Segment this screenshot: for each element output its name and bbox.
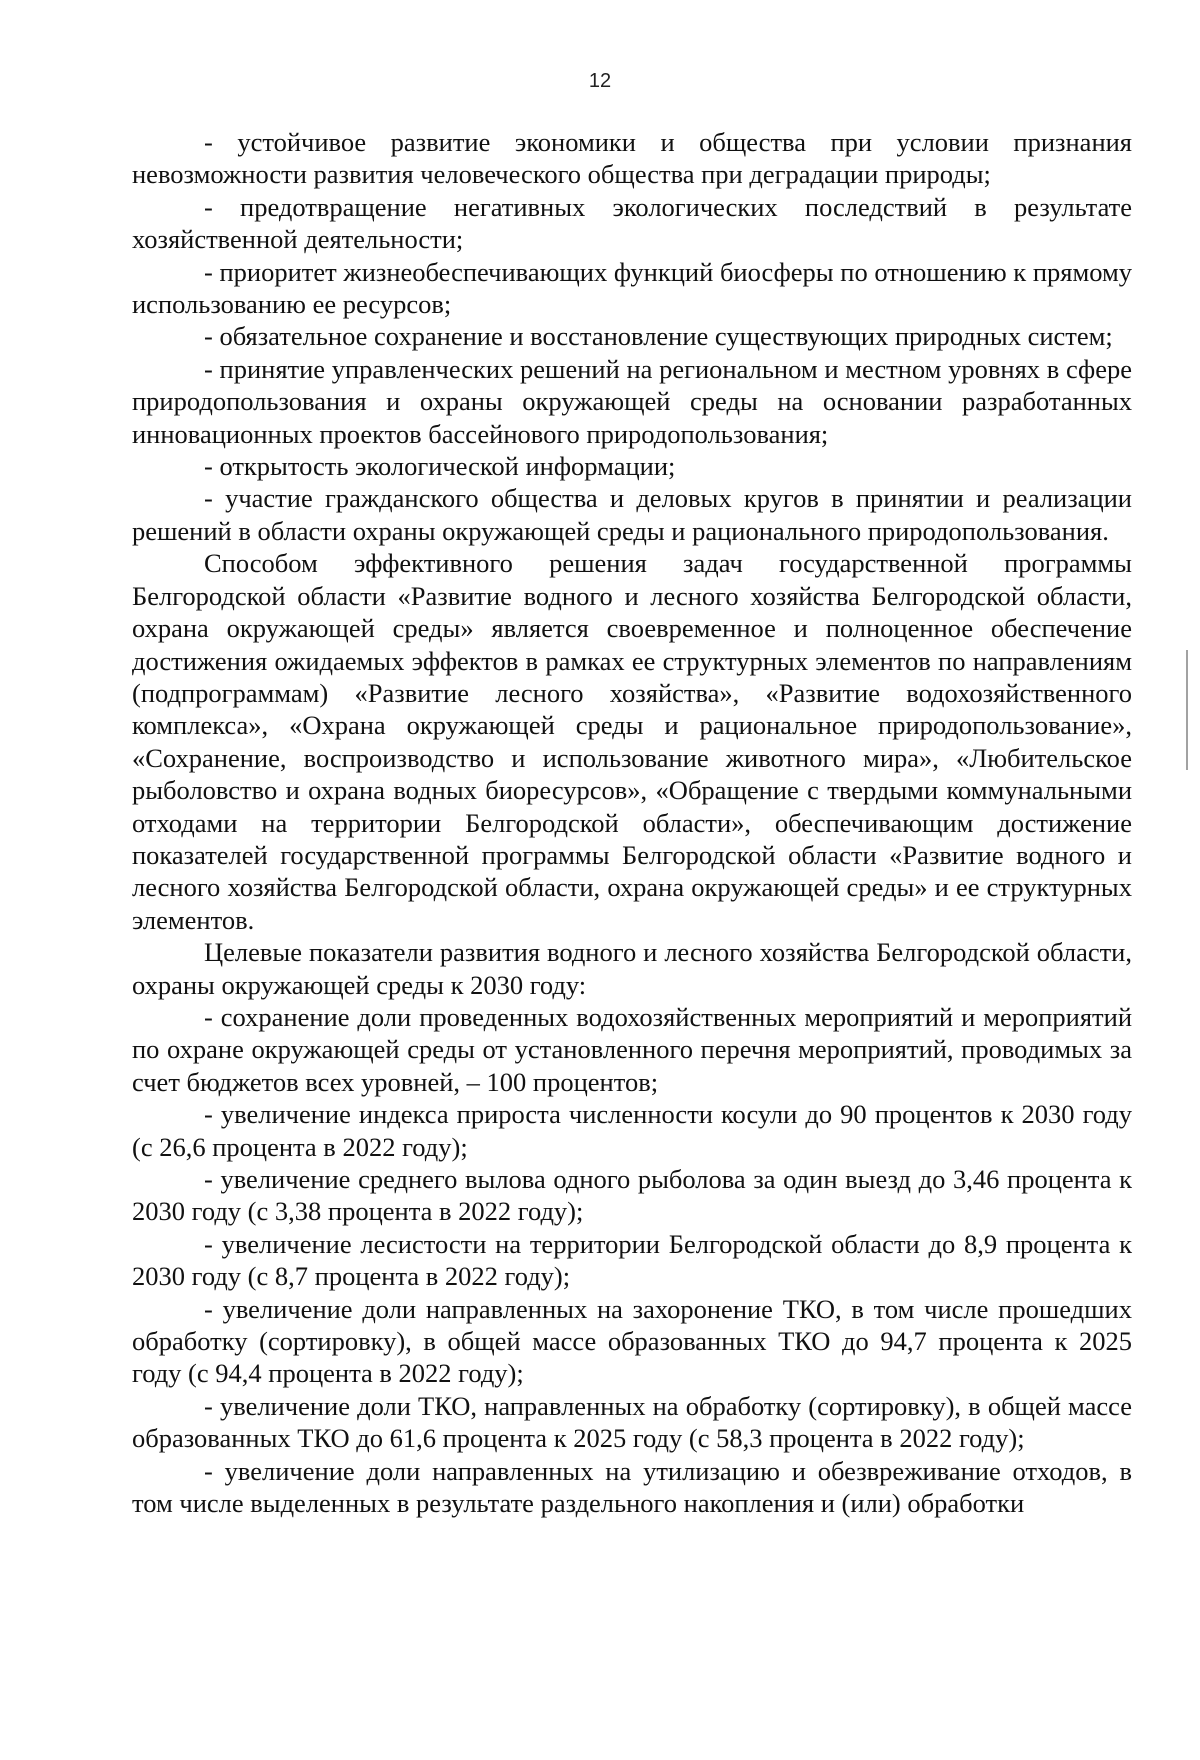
scan-artifact: [1186, 650, 1188, 770]
paragraph: - сохранение доли проведенных водохозяйственных мероприятий и мероприятий по охране окружающей среды от установленного перечня мероприятий, проводимых за счет бюджетов всех уровней, – 100 процентов;: [132, 1001, 1132, 1097]
paragraph: - увеличение лесистости на территории Белгородской области до 8,9 процента к 2030 году (с 8,7 процента в 2022 году);: [132, 1228, 1132, 1292]
paragraph: - открытость экологической информации;: [204, 451, 676, 482]
page-number: 12: [588, 70, 612, 92]
paragraph: - увеличение доли ТКО, направленных на обработку (сортировку), в общей массе образованных ТКО до 61,6 процента к 2025 году (с 58,3 процента в 2022 году);: [132, 1390, 1132, 1454]
paragraph: - увеличение среднего вылова одного рыболова за один выезд до 3,46 процента к 2030 году (с 3,38 процента в 2022 году);: [132, 1164, 1132, 1227]
paragraph: - увеличение индекса прироста численности косули до 90 процентов к 2030 году (с 26,6 процента в 2022 году);: [132, 1099, 1132, 1162]
paragraph: Способом эффективного решения задач государственной программы Белгородской области «Развитие водного и лесного хозяйства Белгородской области, охрана окружающей среды» является своевременное и полноценное обеспечение достижения ожидаемых эффектов в рамках ее структурных элементов по направлениям (подпрограммам) «Развитие лесного хозяйства», «Развитие водохозяйственного комплекса», «Охрана окружающей среды и рациональное природопользование», «Сохранение, воспроизводство и использование животного мира», «Любительское рыболовство и охрана водных биоресурсов», «Обращение с твердыми коммунальными отходами на территории Белгородской области», обеспечивающим достижение показателей государственной программы Белгородской области «Развитие водного и лесного хозяйства Белгородской области, охрана окружающей среды» и ее структурных элементов.: [132, 548, 1132, 935]
paragraph: - принятие управленческих решений на региональном и местном уровнях в сфере природопользования и охраны окружающей среды на основании разработанных инновационных проектов бассейнового природопользования;: [132, 353, 1132, 449]
paragraph: - увеличение доли направленных на захоронение ТКО, в том числе прошедших обработку (сортировку), в общей массе образованных ТКО до 94,7 процента к 2025 году (с 94,4 процента в 2022 году);: [132, 1293, 1132, 1389]
paragraph: - приоритет жизнеобеспечивающих функций биосферы по отношению к прямому использованию ее ресурсов;: [132, 256, 1132, 320]
paragraph: - предотвращение негативных экологических последствий в результате хозяйственной деятельности;: [132, 191, 1132, 255]
paragraph: - обязательное сохранение и восстановление существующих природных систем;: [204, 321, 1113, 352]
paragraph: - устойчивое развитие экономики и общества при условии признания невозможности развития человеческого общества при деградации природы;: [132, 127, 1132, 190]
paragraph: Целевые показатели развития водного и лесного хозяйства Белгородской области, охраны окружающей среды к 2030 году:: [132, 937, 1132, 1000]
document-body: [132, 126, 1132, 1519]
paragraph: - увеличение доли направленных на утилизацию и обезвреживание отходов, в том числе выделенных в результате раздельного накопления и (или) обработки: [132, 1455, 1132, 1519]
paragraph: - участие гражданского общества и деловых кругов в принятии и реализации решений в области охраны окружающей среды и рационального природопользования.: [132, 483, 1132, 546]
